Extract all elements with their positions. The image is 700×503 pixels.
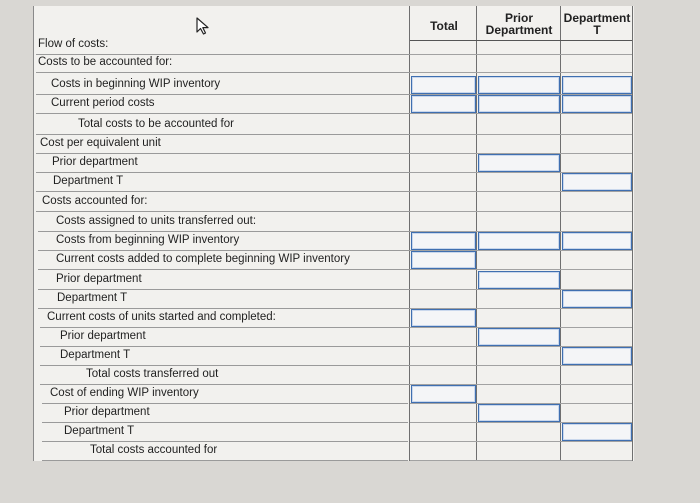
grid-line [410,72,632,73]
row-label: Costs in beginning WIP inventory [51,78,221,90]
amount-input[interactable] [562,76,632,94]
amount-input[interactable] [478,95,560,113]
grid-line [410,269,632,270]
worksheet-row [42,422,408,442]
worksheet-row [36,192,410,212]
row-label: Prior department [52,156,138,168]
grid-line [410,460,632,461]
worksheet-row [42,384,408,404]
row-label: Department T [57,292,128,304]
row-label: Department T [60,349,131,361]
row-label: Total costs accounted for [90,444,218,456]
worksheet-row [38,250,410,270]
amount-input[interactable] [478,154,560,172]
column-divider [632,6,633,461]
row-label: Department T [53,175,124,187]
worksheet-row [36,75,410,95]
worksheet-row [38,212,410,232]
amount-input[interactable] [411,76,476,94]
amount-input[interactable] [478,271,560,289]
row-label: Cost of ending WIP inventory [50,387,199,399]
worksheet-row [38,289,410,309]
column-divider [476,6,477,461]
row-label: Prior department [56,273,142,285]
amount-input[interactable] [562,347,632,365]
amount-input[interactable] [411,95,476,113]
worksheet-row [40,327,410,347]
row-label: Current costs of units started and completed: [47,311,276,323]
amount-input[interactable] [562,290,632,308]
amount-input[interactable] [478,404,560,422]
worksheet-row [36,35,410,55]
grid-line [410,134,632,135]
worksheet-row [36,115,410,135]
amount-input[interactable] [411,385,476,403]
row-label: Costs to be accounted for: [38,56,173,68]
amount-input[interactable] [562,95,632,113]
grid-line [410,191,632,192]
grid-line [410,40,632,41]
amount-input[interactable] [478,328,560,346]
row-label: Prior department [64,406,150,418]
column-header-department-t: Department T [563,11,631,37]
worksheet-row [42,403,408,423]
column-divider [560,6,561,461]
amount-input[interactable] [478,76,560,94]
worksheet-row [40,308,410,328]
column-header-prior-department: Prior Department [485,11,553,37]
row-label: Cost per equivalent unit [40,137,161,149]
grid-line [410,211,632,212]
row-label: Total costs to be accounted for [78,118,234,130]
amount-input[interactable] [411,232,476,250]
worksheet-row [36,153,410,173]
row-label: Current costs added to complete beginning WIP inventory [56,253,350,265]
row-label: Department T [64,425,135,437]
amount-input[interactable] [478,232,560,250]
row-label: Current period costs [51,97,155,109]
worksheet-row [38,270,410,290]
row-label: Costs accounted for: [42,195,148,207]
amount-input[interactable] [562,423,632,441]
grid-line [410,365,632,366]
worksheet-row [36,94,410,114]
column-header-total: Total [430,19,458,33]
amount-input[interactable] [562,232,632,250]
grid-line [410,441,632,442]
row-label: Costs from beginning WIP inventory [56,234,240,246]
worksheet-row [40,346,410,366]
worksheet-row [42,441,408,461]
worksheet-row [36,53,410,73]
amount-input[interactable] [411,251,476,269]
row-label: Costs assigned to units transferred out: [56,215,257,227]
grid-line [410,113,632,114]
row-label: Flow of costs: [38,38,109,50]
grid-line [410,54,632,55]
row-label: Total costs transferred out [86,368,219,380]
row-label: Prior department [60,330,146,342]
amount-input[interactable] [562,173,632,191]
worksheet-row [38,231,410,251]
worksheet-row [36,134,410,154]
amount-input[interactable] [411,309,476,327]
mouse-cursor-icon [196,17,210,35]
worksheet-row [40,365,410,385]
worksheet-row [36,172,410,192]
